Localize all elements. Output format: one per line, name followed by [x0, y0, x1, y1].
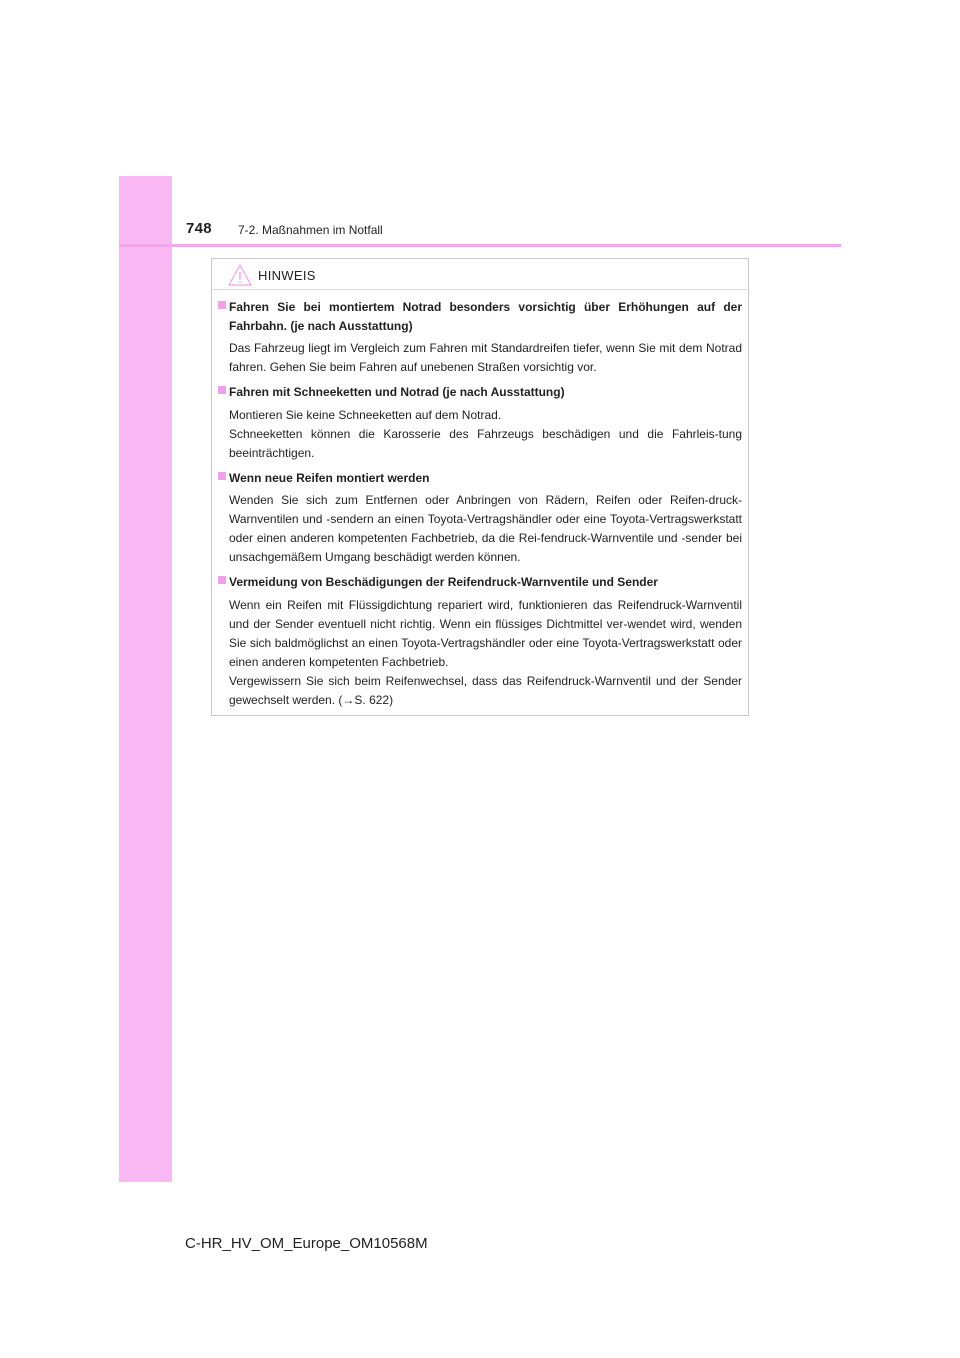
notice-header	[228, 262, 316, 288]
item-title: Wenn neue Reifen montiert werden	[229, 470, 430, 485]
notice-label: HINWEIS	[258, 267, 316, 283]
item-title: Fahren Sie bei montiertem Notrad besonders vorsichtig über Erhöhungen auf der Fahrbahn. (je nach Ausstattung)	[229, 300, 742, 333]
page-number: 748	[186, 220, 212, 237]
item-text: Wenden Sie sich zum Entfernen oder Anbringen von Rädern, Reifen oder Reifen-druck-Warnventilen und -sendern an einen Toyota-Vertragshändler oder eine Toyota-Vertragswerkstatt oder einen anderen kompetenten Fachbetrieb, da die Rei-fendruck-Warnventile und -sender bei unsachgemäßem Umgang beschädigt werden können.	[229, 493, 742, 564]
notice-body	[218, 298, 742, 716]
square-bullet-icon	[218, 576, 226, 584]
item-text: Wenn ein Reifen mit Flüssigdichtung repariert wird, funktionieren das Reifendruck-Warnventil und der Sender eventuell nicht richtig. Wenn ein flüssiges Dichtmittel ver-wendet wird, wenden Sie sich baldmöglichst an einen Toyota-Vertragshändler oder eine Toyota-Vertragswerkstatt oder einen anderen kompetenten Fachbetrieb. Vergewissern Sie sich beim Reifenwechsel, dass das Reifendruck-Warnventil und der Sender gewechselt werden. (→S. 622)	[229, 597, 742, 707]
notice-divider	[213, 289, 747, 290]
notice-item	[218, 383, 742, 463]
notice-item	[218, 573, 742, 710]
item-title: Vermeidung von Beschädigungen der Reifendruck-Warnventile und Sender	[229, 575, 658, 589]
notice-item	[218, 469, 742, 568]
section-title: 7-2. Maßnahmen im Notfall	[238, 223, 383, 237]
square-bullet-icon	[218, 301, 226, 309]
header-rule	[119, 244, 841, 247]
notice-item	[218, 298, 742, 377]
notice-box	[211, 258, 749, 716]
document-code: C-HR_HV_OM_Europe_OM10568M	[185, 1235, 428, 1252]
item-text: Das Fahrzeug liegt im Vergleich zum Fahren mit Standardreifen tiefer, wenn Sie mit dem Notrad fahren. Gehen Sie beim Fahren auf unebenen Straßen vorsichtig vor.	[229, 341, 742, 374]
item-text: Montieren Sie keine Schneeketten auf dem Notrad. Schneeketten können die Karosserie des Fahrzeugs beschädigen und die Fahrleis-tung beeinträchtigen.	[229, 407, 742, 460]
item-title: Fahren mit Schneeketten und Notrad (je nach Ausstattung)	[229, 385, 565, 399]
square-bullet-icon	[218, 472, 226, 480]
square-bullet-icon	[218, 386, 226, 394]
side-color-bar	[119, 176, 172, 1182]
warning-triangle-icon	[228, 263, 252, 287]
